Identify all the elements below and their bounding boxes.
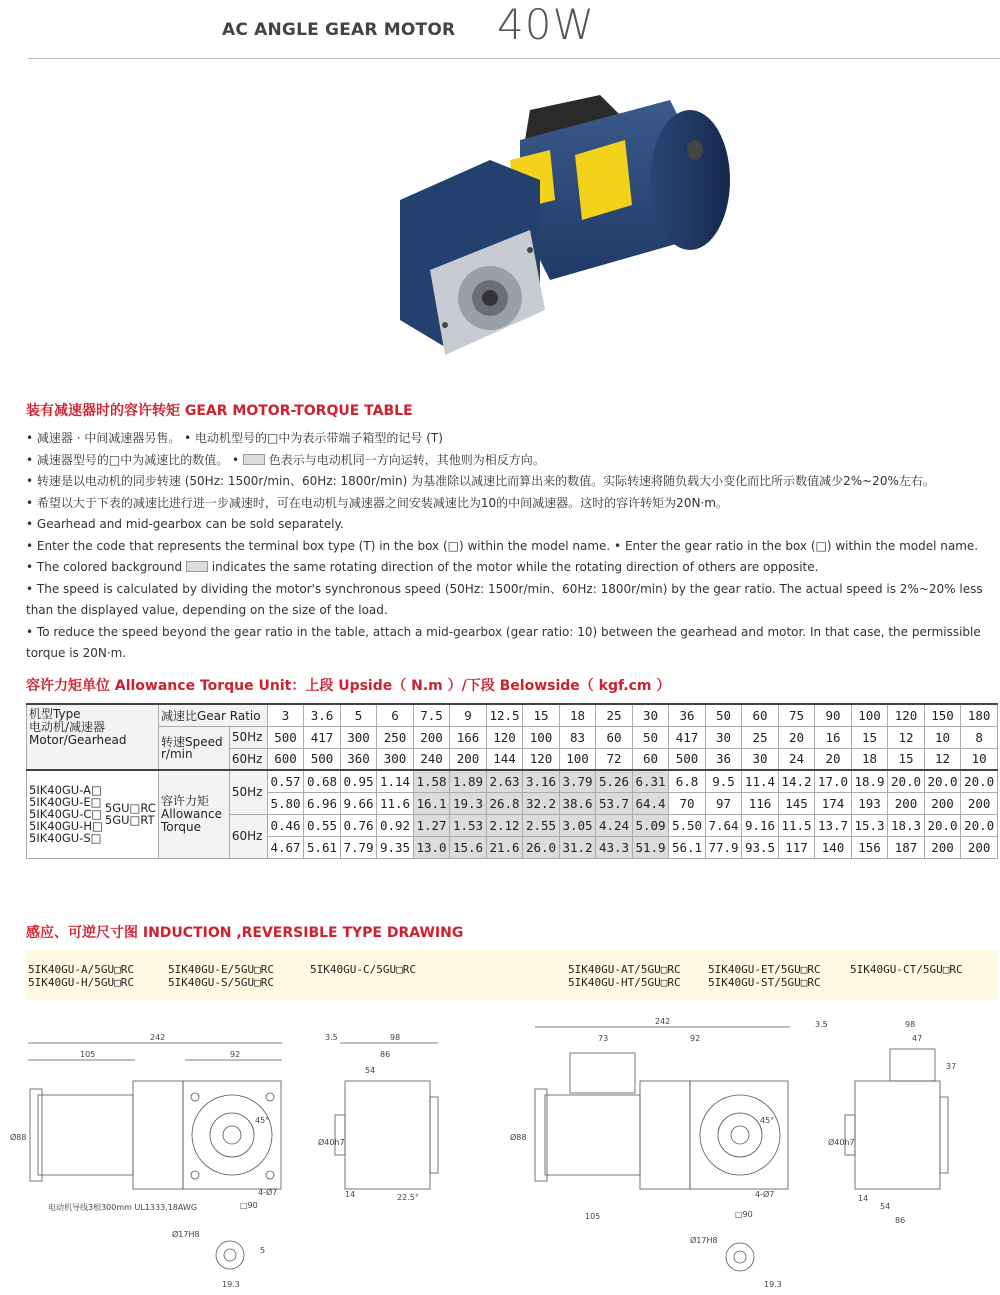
torque-50hz-kgf-cell: 6.96: [304, 792, 341, 814]
torque-notes: [26, 428, 998, 665]
speed-60hz-cell: 200: [450, 748, 487, 770]
speed-50hz-cell: 250: [377, 726, 414, 748]
svg-text:47: 47: [912, 1034, 923, 1043]
torque-50hz-nm-cell: 0.68: [304, 770, 341, 792]
torque-60hz-kgf-cell: 156: [851, 836, 888, 858]
note-en-1: • Gearhead and mid-gearbox can be sold separately.: [26, 517, 344, 531]
ratio-cell: 90: [815, 704, 852, 726]
torque-60hz-nm-cell: 3.05: [559, 814, 596, 836]
torque-60hz-nm-cell: 1.27: [413, 814, 450, 836]
svg-text:54: 54: [880, 1202, 891, 1211]
right-side-view: [815, 1020, 956, 1225]
speed-50hz-cell: 200: [413, 726, 450, 748]
torque-50hz-nm-cell: 14.2: [778, 770, 815, 792]
speed-50hz-cell: 417: [669, 726, 706, 748]
gear-ratio-header: 减速比Gear Ratio: [159, 704, 268, 726]
header-divider: [28, 58, 1000, 59]
ratio-cell: 30: [632, 704, 669, 726]
note-en-4: • The speed is calculated by dividing the motor's synchronous speed (50Hz: 1500r/min、60Hz: 1800r/min) by the gear ratio. The actual speed is 2%~20% less than the displayed value, depending on the size of the load.: [26, 581, 983, 617]
svg-text:Ø40h7: Ø40h7: [318, 1138, 345, 1147]
speed-60hz-cell: 600: [267, 748, 304, 770]
svg-text:105: 105: [585, 1212, 601, 1221]
torque-50hz-nm-cell: 17.0: [815, 770, 852, 792]
svg-text:86: 86: [380, 1050, 391, 1059]
ratio-cell: 7.5: [413, 704, 450, 726]
torque-60hz-kgf-cell: 9.35: [377, 836, 414, 858]
svg-text:22.5°: 22.5°: [397, 1193, 419, 1202]
svg-text:电动机导线3根300mm UL1333,18AWG: 电动机导线3根300mm UL1333,18AWG: [48, 1203, 198, 1212]
torque-60hz-kgf-cell: 51.9: [632, 836, 669, 858]
torque-50hz-kgf-cell: 200: [924, 792, 961, 814]
torque-50hz-kgf-cell: 5.80: [267, 792, 304, 814]
speed-60hz-cell: 360: [340, 748, 377, 770]
torque-50hz-nm-cell: 11.4: [742, 770, 779, 792]
speed-50hz-cell: 300: [340, 726, 377, 748]
torque-50hz-kgf-cell: 9.66: [340, 792, 377, 814]
torque-60hz-nm-cell: 11.5: [778, 814, 815, 836]
note-cn-3: • 转速是以电动机的同步转速 (50Hz: 1500r/min、60Hz: 1800r/min) 为基准除以减速比而算出来的数值。实际转速将随负载大小变化而比所示数值减少2%~20%左右。: [26, 474, 935, 488]
note-en-5: • To reduce the speed beyond the gear ratio in the table, attach a mid-gearbox (gear ratio: 10) between the gearhead and motor. In that case, the permissible torque is 20N·m.: [26, 624, 981, 660]
torque-60hz-nm-cell: 0.76: [340, 814, 377, 836]
ratio-cell: 3: [267, 704, 304, 726]
svg-text:45°: 45°: [760, 1116, 775, 1125]
speed-50hz-cell: 50: [632, 726, 669, 748]
left-front-view: [10, 1033, 419, 1289]
speed-50hz-cell: 25: [742, 726, 779, 748]
torque-50hz-nm-cell: 3.79: [559, 770, 596, 792]
speed-50hz-cell: 16: [815, 726, 852, 748]
svg-text:92: 92: [690, 1034, 701, 1043]
speed-60hz-cell: 36: [705, 748, 742, 770]
ratio-cell: 100: [851, 704, 888, 726]
speed-50hz-cell: 10: [924, 726, 961, 748]
torque-50hz-nm-cell: 0.95: [340, 770, 377, 792]
ratio-cell: 75: [778, 704, 815, 726]
torque-60hz-nm-cell: 1.53: [450, 814, 487, 836]
torque-60hz-nm-cell: 0.55: [304, 814, 341, 836]
torque-50hz-kgf-cell: 53.7: [596, 792, 633, 814]
ratio-cell: 180: [961, 704, 998, 726]
speed-60hz-cell: 18: [851, 748, 888, 770]
svg-text:Ø40h7: Ø40h7: [828, 1138, 855, 1147]
speed-60hz-cell: 500: [669, 748, 706, 770]
product-title: AC ANGLE GEAR MOTOR: [222, 20, 456, 40]
torque-60hz-label: 60Hz: [229, 814, 267, 858]
speed-60hz-cell: 30: [742, 748, 779, 770]
torque-50hz-kgf-cell: 26.8: [486, 792, 523, 814]
torque-60hz-nm-cell: 18.3: [888, 814, 925, 836]
power-rating: 40W: [497, 0, 595, 49]
left-side-view: [318, 1033, 438, 1199]
torque-50hz-nm-cell: 20.0: [961, 770, 998, 792]
speed-50hz-cell: 12: [888, 726, 925, 748]
torque-50hz-kgf-cell: 193: [851, 792, 888, 814]
torque-60hz-kgf-cell: 43.3: [596, 836, 633, 858]
torque-60hz-kgf-cell: 200: [924, 836, 961, 858]
svg-text:37: 37: [946, 1062, 957, 1071]
torque-60hz-nm-cell: 4.24: [596, 814, 633, 836]
ratio-cell: 60: [742, 704, 779, 726]
ratio-cell: 50: [705, 704, 742, 726]
ratio-cell: 18: [559, 704, 596, 726]
torque-60hz-kgf-cell: 77.9: [705, 836, 742, 858]
note-cn-2: • 减速器型号的□中为减速比的数值。 • 色表示与电动机同一方向运转，其他则为相反方向。: [26, 452, 545, 467]
torque-50hz-kgf-cell: 200: [961, 792, 998, 814]
torque-50hz-kgf-cell: 16.1: [413, 792, 450, 814]
speed-50hz-cell: 8: [961, 726, 998, 748]
torque-60hz-nm-cell: 13.7: [815, 814, 852, 836]
speed-50hz-cell: 100: [523, 726, 560, 748]
svg-text:86: 86: [895, 1216, 906, 1225]
speed-60hz-cell: 500: [304, 748, 341, 770]
torque-50hz-nm-cell: 1.14: [377, 770, 414, 792]
torque-table: [26, 703, 998, 859]
torque-50hz-kgf-cell: 116: [742, 792, 779, 814]
right-front-view: [510, 1017, 790, 1289]
svg-text:Ø17H8: Ø17H8: [690, 1236, 718, 1245]
torque-50hz-kgf-cell: 97: [705, 792, 742, 814]
svg-text:45°: 45°: [255, 1116, 270, 1125]
torque-60hz-kgf-cell: 26.0: [523, 836, 560, 858]
ratio-cell: 150: [924, 704, 961, 726]
svg-text:3.5: 3.5: [325, 1033, 338, 1042]
torque-50hz-nm-cell: 6.8: [669, 770, 706, 792]
speed-60hz-cell: 240: [413, 748, 450, 770]
speed-60hz-cell: 20: [815, 748, 852, 770]
speed-50hz-cell: 20: [778, 726, 815, 748]
torque-60hz-kgf-cell: 200: [961, 836, 998, 858]
torque-60hz-nm-cell: 0.46: [267, 814, 304, 836]
note-en-2: • Enter the code that represents the terminal box type (T) in the box (□) within the model name. • Enter the gear ratio in the box (□) within the model name.: [26, 538, 979, 553]
svg-text:242: 242: [150, 1033, 166, 1042]
model-label-4: 5IK40GU-AT/5GU□RC 5IK40GU-HT/5GU□RC: [568, 963, 681, 989]
page-header: [0, 0, 1000, 60]
svg-text:□90: □90: [240, 1201, 258, 1210]
speed-50hz-cell: 15: [851, 726, 888, 748]
torque-50hz-kgf-cell: 19.3: [450, 792, 487, 814]
svg-text:4-Ø7: 4-Ø7: [755, 1190, 775, 1199]
svg-text:14: 14: [858, 1194, 869, 1203]
speed-60hz-label: 60Hz: [229, 748, 267, 770]
torque-50hz-nm-cell: 1.89: [450, 770, 487, 792]
torque-50hz-nm-cell: 6.31: [632, 770, 669, 792]
svg-text:98: 98: [905, 1020, 916, 1029]
ratio-cell: 15: [523, 704, 560, 726]
speed-50hz-cell: 83: [559, 726, 596, 748]
torque-60hz-kgf-cell: 31.2: [559, 836, 596, 858]
svg-text:Ø88: Ø88: [10, 1133, 27, 1142]
speed-50hz-cell: 60: [596, 726, 633, 748]
torque-50hz-nm-cell: 0.57: [267, 770, 304, 792]
speed-60hz-cell: 144: [486, 748, 523, 770]
svg-text:4-Ø7: 4-Ø7: [258, 1188, 278, 1197]
svg-text:105: 105: [80, 1050, 96, 1059]
torque-50hz-kgf-cell: 174: [815, 792, 852, 814]
torque-50hz-kgf-cell: 32.2: [523, 792, 560, 814]
torque-table-title: 装有减速器时的容许转矩 GEAR MOTOR-TORQUE TABLE: [26, 403, 413, 419]
torque-60hz-nm-cell: 15.3: [851, 814, 888, 836]
torque-50hz-nm-cell: 1.58: [413, 770, 450, 792]
model-type-header: 机型Type 电动机/减速器 Motor/Gearhead: [27, 704, 159, 770]
torque-60hz-nm-cell: 0.92: [377, 814, 414, 836]
torque-header: 容许力矩 Allowance Torque: [159, 770, 230, 858]
torque-50hz-nm-cell: 9.5: [705, 770, 742, 792]
torque-60hz-kgf-cell: 5.61: [304, 836, 341, 858]
gear-motor-photo: [370, 70, 750, 370]
color-swatch-en: [186, 561, 208, 572]
speed-60hz-cell: 300: [377, 748, 414, 770]
speed-50hz-label: 50Hz: [229, 726, 267, 748]
torque-60hz-nm-cell: 20.0: [924, 814, 961, 836]
svg-text:3.5: 3.5: [815, 1020, 828, 1029]
ratio-cell: 120: [888, 704, 925, 726]
svg-text:14: 14: [345, 1190, 356, 1199]
torque-50hz-kgf-cell: 145: [778, 792, 815, 814]
torque-50hz-kgf-cell: 70: [669, 792, 706, 814]
torque-60hz-kgf-cell: 4.67: [267, 836, 304, 858]
ratio-cell: 5: [340, 704, 377, 726]
speed-50hz-cell: 166: [450, 726, 487, 748]
torque-50hz-label: 50Hz: [229, 770, 267, 814]
svg-text:242: 242: [655, 1017, 671, 1026]
torque-50hz-kgf-cell: 11.6: [377, 792, 414, 814]
torque-60hz-kgf-cell: 140: [815, 836, 852, 858]
dimension-drawings: [0, 1005, 1000, 1295]
ratio-cell: 25: [596, 704, 633, 726]
svg-text:98: 98: [390, 1033, 401, 1042]
speed-50hz-cell: 120: [486, 726, 523, 748]
speed-60hz-cell: 12: [924, 748, 961, 770]
model-label-6: 5IK40GU-CT/5GU□RC: [850, 963, 963, 976]
svg-text:□90: □90: [735, 1210, 753, 1219]
model-label-2: 5IK40GU-E/5GU□RC 5IK40GU-S/5GU□RC: [168, 963, 274, 989]
model-label-1: 5IK40GU-A/5GU□RC 5IK40GU-H/5GU□RC: [28, 963, 134, 989]
torque-60hz-nm-cell: 20.0: [961, 814, 998, 836]
torque-60hz-kgf-cell: 93.5: [742, 836, 779, 858]
svg-text:5: 5: [260, 1246, 266, 1255]
torque-60hz-kgf-cell: 21.6: [486, 836, 523, 858]
torque-60hz-kgf-cell: 56.1: [669, 836, 706, 858]
torque-60hz-kgf-cell: 7.79: [340, 836, 377, 858]
torque-60hz-nm-cell: 2.55: [523, 814, 560, 836]
speed-60hz-cell: 10: [961, 748, 998, 770]
torque-60hz-kgf-cell: 13.0: [413, 836, 450, 858]
svg-text:Ø88: Ø88: [510, 1133, 527, 1142]
speed-60hz-cell: 15: [888, 748, 925, 770]
speed-50hz-cell: 417: [304, 726, 341, 748]
color-swatch: [243, 454, 265, 465]
ratio-cell: 36: [669, 704, 706, 726]
torque-60hz-kgf-cell: 187: [888, 836, 925, 858]
speed-50hz-cell: 500: [267, 726, 304, 748]
torque-60hz-nm-cell: 7.64: [705, 814, 742, 836]
torque-50hz-nm-cell: 2.63: [486, 770, 523, 792]
torque-60hz-kgf-cell: 15.6: [450, 836, 487, 858]
svg-text:73: 73: [598, 1034, 609, 1043]
speed-60hz-cell: 24: [778, 748, 815, 770]
allowance-torque-title: 容许力矩单位 Allowance Torque Unit：上段 Upside（ N.m ）/下段 Belowside（ kgf.cm ）: [26, 678, 671, 694]
torque-60hz-nm-cell: 5.50: [669, 814, 706, 836]
ratio-cell: 6: [377, 704, 414, 726]
speed-60hz-cell: 100: [559, 748, 596, 770]
speed-60hz-cell: 60: [632, 748, 669, 770]
ratio-cell: 12.5: [486, 704, 523, 726]
speed-50hz-cell: 30: [705, 726, 742, 748]
ratio-cell: 3.6: [304, 704, 341, 726]
model-label-3: 5IK40GU-C/5GU□RC: [310, 963, 416, 976]
model-list-cell: 5IK40GU-A□ 5IK40GU-E□ 5IK40GU-C□ 5IK40GU-H□ 5IK40GU-S□ 5GU□RC 5GU□RT: [27, 770, 159, 858]
speed-60hz-cell: 120: [523, 748, 560, 770]
drawing-title: 感应、可逆尺寸图 INDUCTION ,REVERSIBLE TYPE DRAWING: [26, 925, 464, 941]
svg-text:19.3: 19.3: [764, 1280, 782, 1289]
svg-text:19.3: 19.3: [222, 1280, 240, 1289]
note-cn-4: • 希望以大于下表的减速比进行进一步减速时，可在电动机与减速器之间安装减速比为10的中间减速器。这时的容许转矩为20N·m。: [26, 495, 728, 510]
torque-60hz-nm-cell: 9.16: [742, 814, 779, 836]
svg-text:Ø17H8: Ø17H8: [172, 1230, 200, 1239]
torque-50hz-nm-cell: 20.0: [888, 770, 925, 792]
torque-50hz-kgf-cell: 64.4: [632, 792, 669, 814]
svg-text:92: 92: [230, 1050, 241, 1059]
torque-60hz-nm-cell: 5.09: [632, 814, 669, 836]
torque-50hz-kgf-cell: 200: [888, 792, 925, 814]
torque-60hz-kgf-cell: 117: [778, 836, 815, 858]
torque-50hz-kgf-cell: 38.6: [559, 792, 596, 814]
ratio-cell: 9: [450, 704, 487, 726]
torque-50hz-nm-cell: 3.16: [523, 770, 560, 792]
torque-50hz-nm-cell: 18.9: [851, 770, 888, 792]
note-cn-1: • 减速器 · 中间减速器另售。 • 电动机型号的□中为表示带端子箱型的记号 (T): [26, 431, 443, 445]
torque-50hz-nm-cell: 20.0: [924, 770, 961, 792]
model-label-5: 5IK40GU-ET/5GU□RC 5IK40GU-ST/5GU□RC: [708, 963, 821, 989]
speed-header: 转速Speed r/min: [159, 726, 230, 770]
speed-60hz-cell: 72: [596, 748, 633, 770]
torque-50hz-nm-cell: 5.26: [596, 770, 633, 792]
svg-text:54: 54: [365, 1066, 376, 1075]
torque-60hz-nm-cell: 2.12: [486, 814, 523, 836]
note-en-3: • The colored background indicates the same rotating direction of the motor while the rotating direction of others are opposite.: [26, 560, 819, 574]
